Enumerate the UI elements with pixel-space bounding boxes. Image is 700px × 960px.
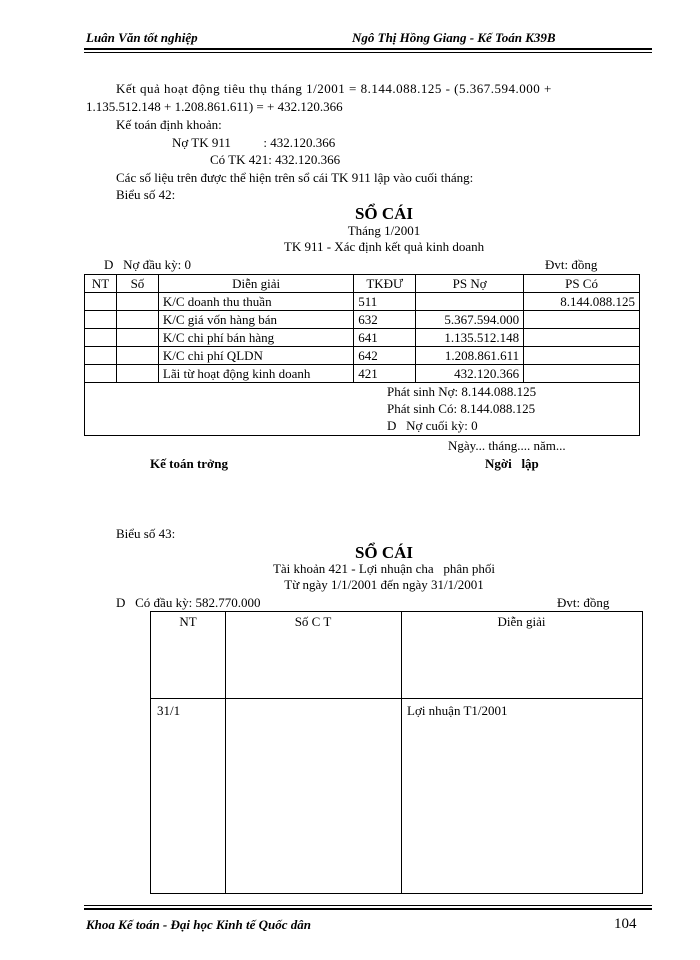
row-debit <box>416 293 524 311</box>
ledger-421-title: SỔ CÁI <box>354 543 414 562</box>
row-account: 511 <box>354 293 416 311</box>
header-left: Luân Văn tốt nghiệp <box>86 30 198 45</box>
footer-rule <box>84 905 652 910</box>
summary-row <box>85 383 640 436</box>
row-date: 31/1 <box>157 703 181 718</box>
ledger-911-account: TK 911 - Xác định kết quả kinh doanh <box>283 239 485 254</box>
entry-label: Kế toán định khoản: <box>116 117 222 132</box>
row-debit: 1.208.861.611 <box>416 347 524 365</box>
col-so: Số <box>116 275 158 293</box>
unit-label-421: Đvt: đồng <box>557 595 610 610</box>
col-dien-giai: Diễn giải <box>158 275 353 293</box>
row-credit <box>524 365 640 383</box>
total-credit: Phát sinh Có: 8.144.088.125 <box>387 401 536 416</box>
table-row <box>85 293 640 311</box>
header-rule <box>84 48 652 53</box>
row-credit <box>524 329 640 347</box>
intro-line-2: 1.135.512.148 + 1.208.861.611) = + 432.120.366 <box>86 99 343 114</box>
page-number: 104 <box>614 916 637 932</box>
header-right: Ngô Thị Hồng Giang - Kế Toán K39B <box>352 30 556 45</box>
note-text: Các số liệu trên được thể hiện trên sổ cái TK 911 lập vào cuối tháng: <box>116 170 474 185</box>
row-credit <box>524 347 640 365</box>
row-debit: 432.120.366 <box>416 365 524 383</box>
col-tkdu: TKĐƯ <box>354 275 416 293</box>
col-ps-co: PS Có <box>524 275 640 293</box>
col-so-ct: Số C T <box>294 614 332 629</box>
closing-balance: D Nợ cuối kỳ: 0 <box>387 418 478 433</box>
row-desc: K/C giá vốn hàng bán <box>158 311 353 329</box>
debit-entry: Nợ TK 911 : 432.120.366 <box>172 135 336 150</box>
table-header-row <box>85 275 640 293</box>
row-credit: 8.144.088.125 <box>524 293 640 311</box>
total-debit: Phát sinh Nợ: 8.144.088.125 <box>387 384 537 399</box>
col-nt-421: NT <box>179 614 197 629</box>
table-row <box>85 365 640 383</box>
row-debit: 1.135.512.148 <box>416 329 524 347</box>
row-account: 642 <box>354 347 416 365</box>
date-line: Ngày... tháng.... năm... <box>448 438 566 453</box>
col-dien-giai-421: Diễn giải <box>497 614 546 629</box>
signature-preparer: Ngời lập <box>485 456 539 471</box>
footer-left: Khoa Kế toán - Đại học Kinh tế Quốc dân <box>86 917 312 932</box>
table-row <box>85 347 640 365</box>
row-account: 632 <box>354 311 416 329</box>
row-desc: K/C chi phí QLDN <box>158 347 353 365</box>
ledger-421-period: Từ ngày 1/1/2001 đến ngày 31/1/2001 <box>284 577 484 592</box>
row-desc-421: Lợi nhuận T1/2001 <box>407 703 508 718</box>
form-label-42: Biểu số 42: <box>116 187 176 202</box>
col-nt: NT <box>85 275 117 293</box>
signature-chief-accountant: Kế toán trởng <box>150 456 228 471</box>
form-label-43: Biểu số 43: <box>116 526 176 541</box>
row-debit: 5.367.594.000 <box>416 311 524 329</box>
row-desc: K/C doanh thu thuần <box>158 293 353 311</box>
opening-credit-balance: D Có đầu kỳ: 582.770.000 <box>116 595 261 610</box>
credit-entry: Có TK 421: 432.120.366 <box>210 152 341 167</box>
col-ps-no: PS Nợ <box>416 275 524 293</box>
ledger-421-table <box>150 611 643 894</box>
row-desc: Lãi từ hoạt động kinh doanh <box>158 365 353 383</box>
row-account: 421 <box>354 365 416 383</box>
row-credit <box>524 311 640 329</box>
table-row <box>85 311 640 329</box>
opening-balance: D Nợ đầu kỳ: 0 <box>104 257 192 272</box>
row-desc: K/C chi phí bán hàng <box>158 329 353 347</box>
ledger-911-table <box>84 274 640 436</box>
ledger-911-title: SỔ CÁI <box>354 204 414 223</box>
ledger-421-account: Tài khoản 421 - Lợi nhuận cha phân phối <box>272 561 496 576</box>
intro-line-1: Kết quả hoạt động tiêu thụ tháng 1/2001 = 8.144.088.125 - (5.367.594.000 + <box>116 81 552 96</box>
ledger-911-month: Tháng 1/2001 <box>347 223 421 238</box>
table-row <box>85 329 640 347</box>
row-account: 641 <box>354 329 416 347</box>
unit-label: Đvt: đồng <box>545 257 598 272</box>
